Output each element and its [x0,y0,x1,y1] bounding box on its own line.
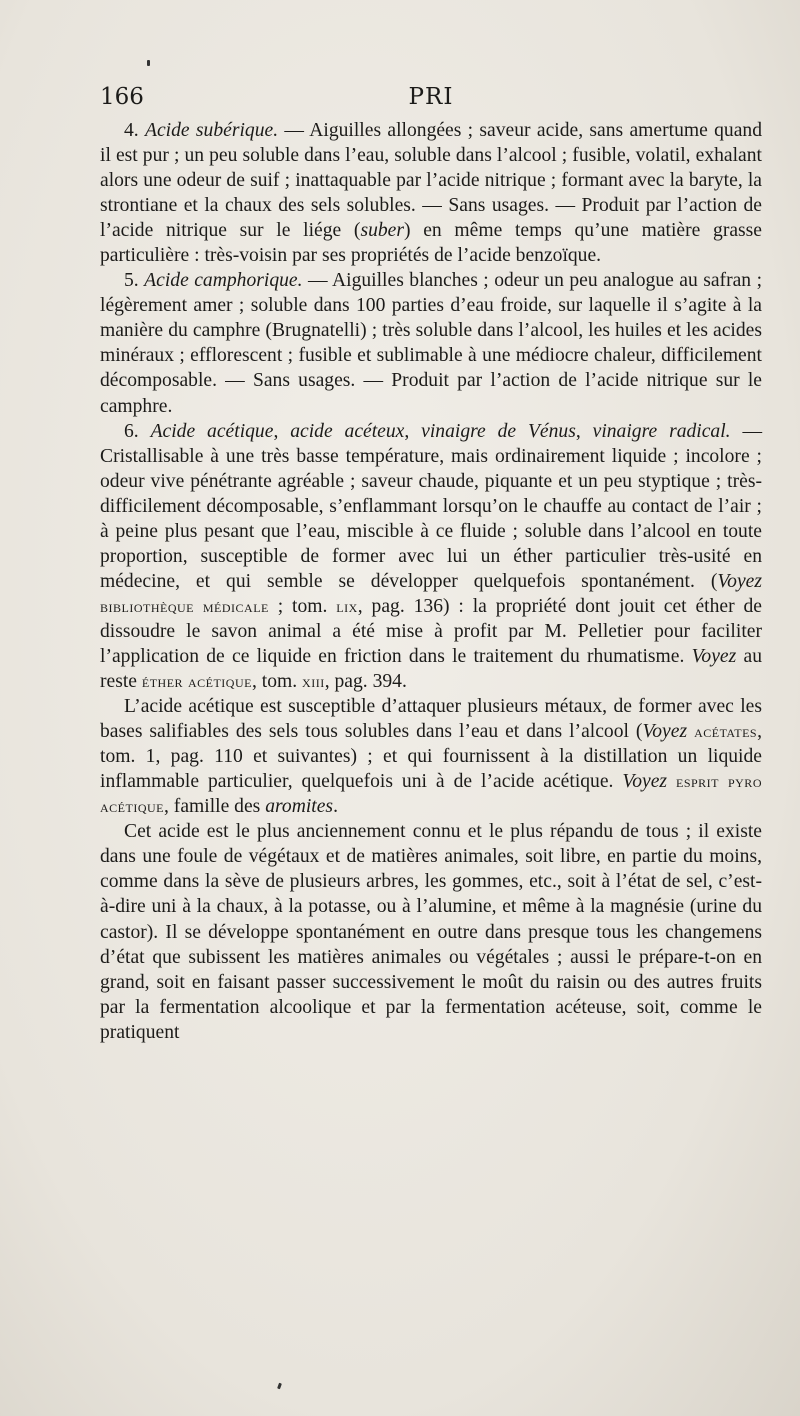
text-run: , [404,420,422,442]
page-header [100,84,762,120]
text-run: , tom. [251,671,303,693]
italic-run: suber [360,220,404,242]
italic-run: Voyez [642,721,688,743]
ink-speck [277,1383,282,1390]
italic-run: Voyez [622,771,668,793]
paragraph-acide-acetique-metaux [100,694,762,819]
text-run: , pag. 394. [324,671,407,693]
small-caps-run: lix [336,595,358,616]
text-run: Cet acide est le plus anciennement connu et le plus répandu de tous ; il existe dans une foule de végétaux et de matières animales, soit libre, en partie du moins, comme dans la sève de plusieurs arbres, les gommes, etc., soit à l’état de sel, c’est-à-dire uni à la chaux, à la potasse, ou à l’alumine, et même à la magnésie (urine du castor). Il se développe spontanément en outre dans presque tous les changemens d’état que subissent les matières animales ou végétales ; aussi le prépare-t-on en grand, soit en faisant passer successivement le moût du raisin ou des autres fruits par la fermentation alcoolique et par la fermentation acéteuse, soit, comme le pratiquent [100,821,762,1043]
page-number: 166 [100,84,144,110]
text-run: — Cristallisable à une très basse température, mais ordinairement liquide ; incolore ; odeur vive pénétrante agréable ; saveur chaude, piquante et un peu styptique ; très-difficilement décomposable, s’enflammant lorsqu’on le chauffe au contact de l’air ; à peine plus pesant que l’eau, miscible à ce fluide ; soluble dans l’alcool en toute proportion, susceptible de former avec lui un éther particulier très-usité en médecine, et qui semble se développer quelquefois spontanément. ( [100,420,763,592]
body-text [100,118,762,1045]
small-caps-run: esprit pyro acétique [100,771,762,817]
italic-run: aromites [265,796,334,818]
text-run [687,721,694,742]
text-run: — Aiguilles allongées ; saveur acide, sans amertume quand il est pur ; un peu soluble dans l’eau, soluble dans l’alcool ; fusible, volatil, exhalant alors une odeur de suif ; inattaquable par l’acide nitrique ; formant avec la baryte, la strontiane et la chaux des sels solubles. — Sans usages. — Produit par l’action de l’acide nitrique sur le liége ( [100,120,762,242]
paragraph-acide-camphorique [100,268,762,418]
text-run: au reste [100,645,762,693]
italic-run: acide acéteux [290,420,405,442]
paragraph-acide-acetique-origine [100,819,762,1044]
text-run: , [575,420,593,442]
text-run [667,771,676,792]
small-caps-run: xiii [302,671,325,692]
text-run: 4. [124,120,146,141]
running-head: PRI [408,84,454,110]
text-run: . [333,796,338,818]
text-run: , pag. 136) : la propriété dont jouit cet éther de dissoudre le savon animal a été mise à profit par M. Pelletier pour faciliter l’application de ce liquide en friction dans le traitement du rhumatisme. [100,595,762,667]
italic-run: Voyez [691,645,737,667]
italic-run: Acide acétique [150,420,274,442]
ink-speck [147,60,150,66]
italic-run: vinaigre radical. [592,420,731,442]
text-run: , tom. 1, pag. 110 et suivantes) ; et qui fournissent à la distillation un liquide inflammable particulier, quelquefois uni à de l’acide acétique. [100,721,763,793]
text-run: 5. [124,270,145,292]
paragraph-acide-suberique [100,118,762,268]
text-run: ; tom. [268,595,337,617]
text-run: , famille des [164,796,266,818]
italic-run: Voyez [717,570,762,592]
small-caps-run: bibliothèque médicale [100,595,269,616]
text-run: — Aiguilles blanches ; odeur un peu analogue au safran ; légèrement amer ; soluble dans 100 parties d’eau froide, sur laquelle il s’agite à la manière du camphre (Brugnatelli) ; très soluble dans l’alcool, les huiles et les acides minéraux ; efflorescent ; fusible et sublimable à une médiocre chaleur, difficilement décomposable. — Sans usages. — Produit par l’action de l’acide nitrique sur le camphre. [100,270,763,417]
small-caps-run: éther acétique [141,671,252,692]
text-run: L’acide acétique est susceptible d’attaquer plusieurs métaux, de former avec les bases salifiables des sels tous solubles dans l’eau et dans l’alcool ( [100,696,762,743]
text-run: , [273,420,291,442]
italic-run: Acide camphorique. [144,270,303,292]
text-run: ) en même temps qu’une matière grasse particulière : très-voisin par ses propriétés de l’acide benzoïque. [100,220,762,267]
small-caps-run: acétates [694,721,758,742]
italic-run: vinaigre de Vénus [421,420,576,442]
italic-run: Acide subérique. [145,120,279,141]
paragraph-acide-acetique [100,419,762,695]
text-run: 6. [124,420,151,442]
